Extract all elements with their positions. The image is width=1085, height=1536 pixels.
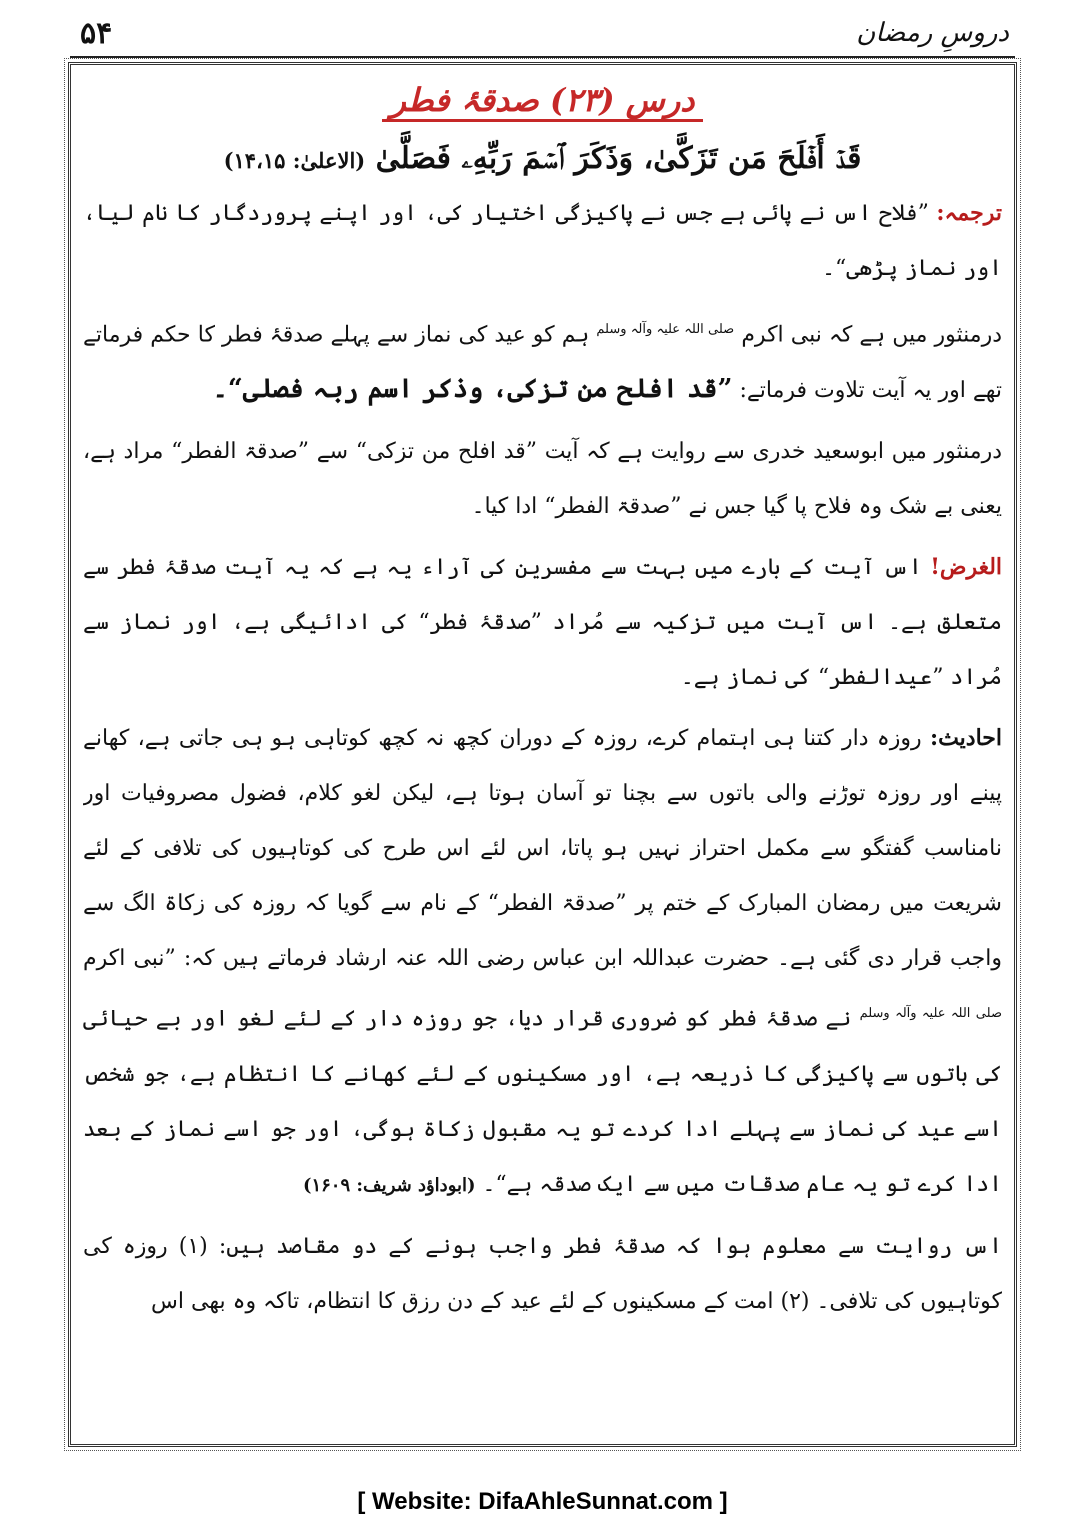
verse-text: قَدۡ أَفۡلَحَ مَن تَزَكَّىٰ، وَذَكَرَ ٱسۡمَ رَبِّهِۦ فَصَلَّىٰ [375, 141, 862, 176]
para2-text: درمنثور میں ابوسعید خدری سے روایت ہے کہ آیت ”قد افلح من تزکی“ سے ”صدقۃ الفطر“ مراد ہے، یعنی بے شک وہ فلاح پا گیا جس نے ”صدقۃ الفطر“ ادا کیا۔ [83, 439, 1002, 520]
hadith-reference: (ابوداؤد شریف: ۱۶۰۹) [302, 1174, 476, 1196]
lesson-title [83, 81, 1002, 119]
page-number: ۵۴ [80, 16, 113, 51]
para5-text: اس روایت سے معلوم ہوا کہ صدقۂ فطر واجب ہونے کے دو مقاصد ہیں: (۱) روزہ کی کوتاہیوں کی تلافی۔ (۲) امت کے مسکینوں کے لئے عید کے دن رزق کا انتظام، تاکہ وہ بھی اس [83, 1233, 1002, 1314]
para1-quote: ”قد افلح من تزکی، وذکر اسم ربہ فصلی“۔ [212, 374, 733, 405]
page-content [83, 81, 1002, 1434]
para3-text: اس آیت کے بارے میں بہت سے مفسرین کی آراء یہ ہے کہ یہ آیت صدقۂ فطر سے متعلق ہے۔ اس آیت میں تزکیہ سے مُراد ”صدقۂ فطر“ کی ادائیگی ہے، اور نماز سے مُراد ”عیدالفطر“ کی نماز ہے۔ [83, 555, 1002, 691]
para4-text2: نے صدقۂ فطر کو ضروری قرار دیا، جو روزہ دار کے لئے لغو اور بے حیائی کی باتوں سے پاکیزگی کا ذریعہ ہے، اور مسکینوں کے لئے کھانے کا انتظام ہے، جو شخص اسے عید کی نماز سے پہلے ادا کردے تو یہ مقبول زکاۃ ہوگی، اور جو اسے نماز کے بعد ادا کرے تو یہ عام صدقات میں سے ایک صدقہ ہے“۔ [83, 1006, 1002, 1197]
salutation-mark: صلی اللہ علیہ وآلہ وسلم [596, 322, 735, 337]
verse-reference: (الاعلیٰ: ۱۴،۱۵) [223, 148, 366, 173]
book-title: دروسِ رمضان [856, 18, 1009, 48]
para1-text-a: درمنثور میں ہے کہ نبی اکرم [741, 322, 1002, 348]
quran-verse [83, 141, 1002, 176]
paragraph-conclusion [83, 1219, 1002, 1329]
algharz-label: الغرض! [930, 554, 1002, 581]
ahadith-label: احادیث: [929, 725, 1002, 752]
page-header [70, 12, 1015, 58]
lesson-title-text: درس (۲۳) صدقۂ فطر [382, 81, 702, 122]
translation-label: ترجمہ: [936, 200, 1002, 226]
para1-text-b: ہم کو عید کی نماز سے پہلے صدقۂ فطر کا حکم فرماتے تھے اور یہ آیت تلاوت فرماتے: [83, 322, 1002, 404]
website-footer: [ Website: DifaAhleSunnat.com ] [357, 1488, 728, 1515]
translation-text: ”فلاح اس نے پائی ہے جس نے پاکیزگی اختیار کی، اور اپنے پروردگار کا نام لیا، اور نماز پڑھی“۔ [83, 201, 1002, 281]
translation-paragraph [83, 186, 1002, 296]
para4-text: روزہ دار کتنا ہی اہتمام کرے، روزہ کے دوران کچھ نہ کچھ کوتاہی ہو ہی جاتی ہے، کھانے پینے اور روزہ توڑنے والی باتوں سے بچنا تو آسان ہوتا ہے، لیکن لغو کلام، فضول مصروفیات اور نامناسب گفتگو سے مکمل احتراز نہیں ہو پاتا، اس لئے اس طرح کی کوتاہیوں کی تلافی کے لئے شریعت میں رمضان المبارک کے ختم پر ”صدقۃ الفطر“ کے نام سے گویا کہ روزہ کی زکاۃ الگ سے واجب قرار دی گئی ہے۔ حضرت عبداللہ ابن عباس رضی اللہ عنہ ارشاد فرماتے ہیں کہ: ”نبی اکرم [83, 726, 1002, 972]
paragraph-algharz [83, 540, 1002, 705]
salutation-mark-2: صلی اللہ علیہ وآلہ وسلم [859, 1006, 1002, 1022]
text-frame [68, 62, 1017, 1447]
paragraph-ahadith [83, 711, 1002, 1212]
paragraph-durr-mansoor-1 [83, 302, 1002, 418]
paragraph-durr-mansoor-2 [83, 424, 1002, 534]
